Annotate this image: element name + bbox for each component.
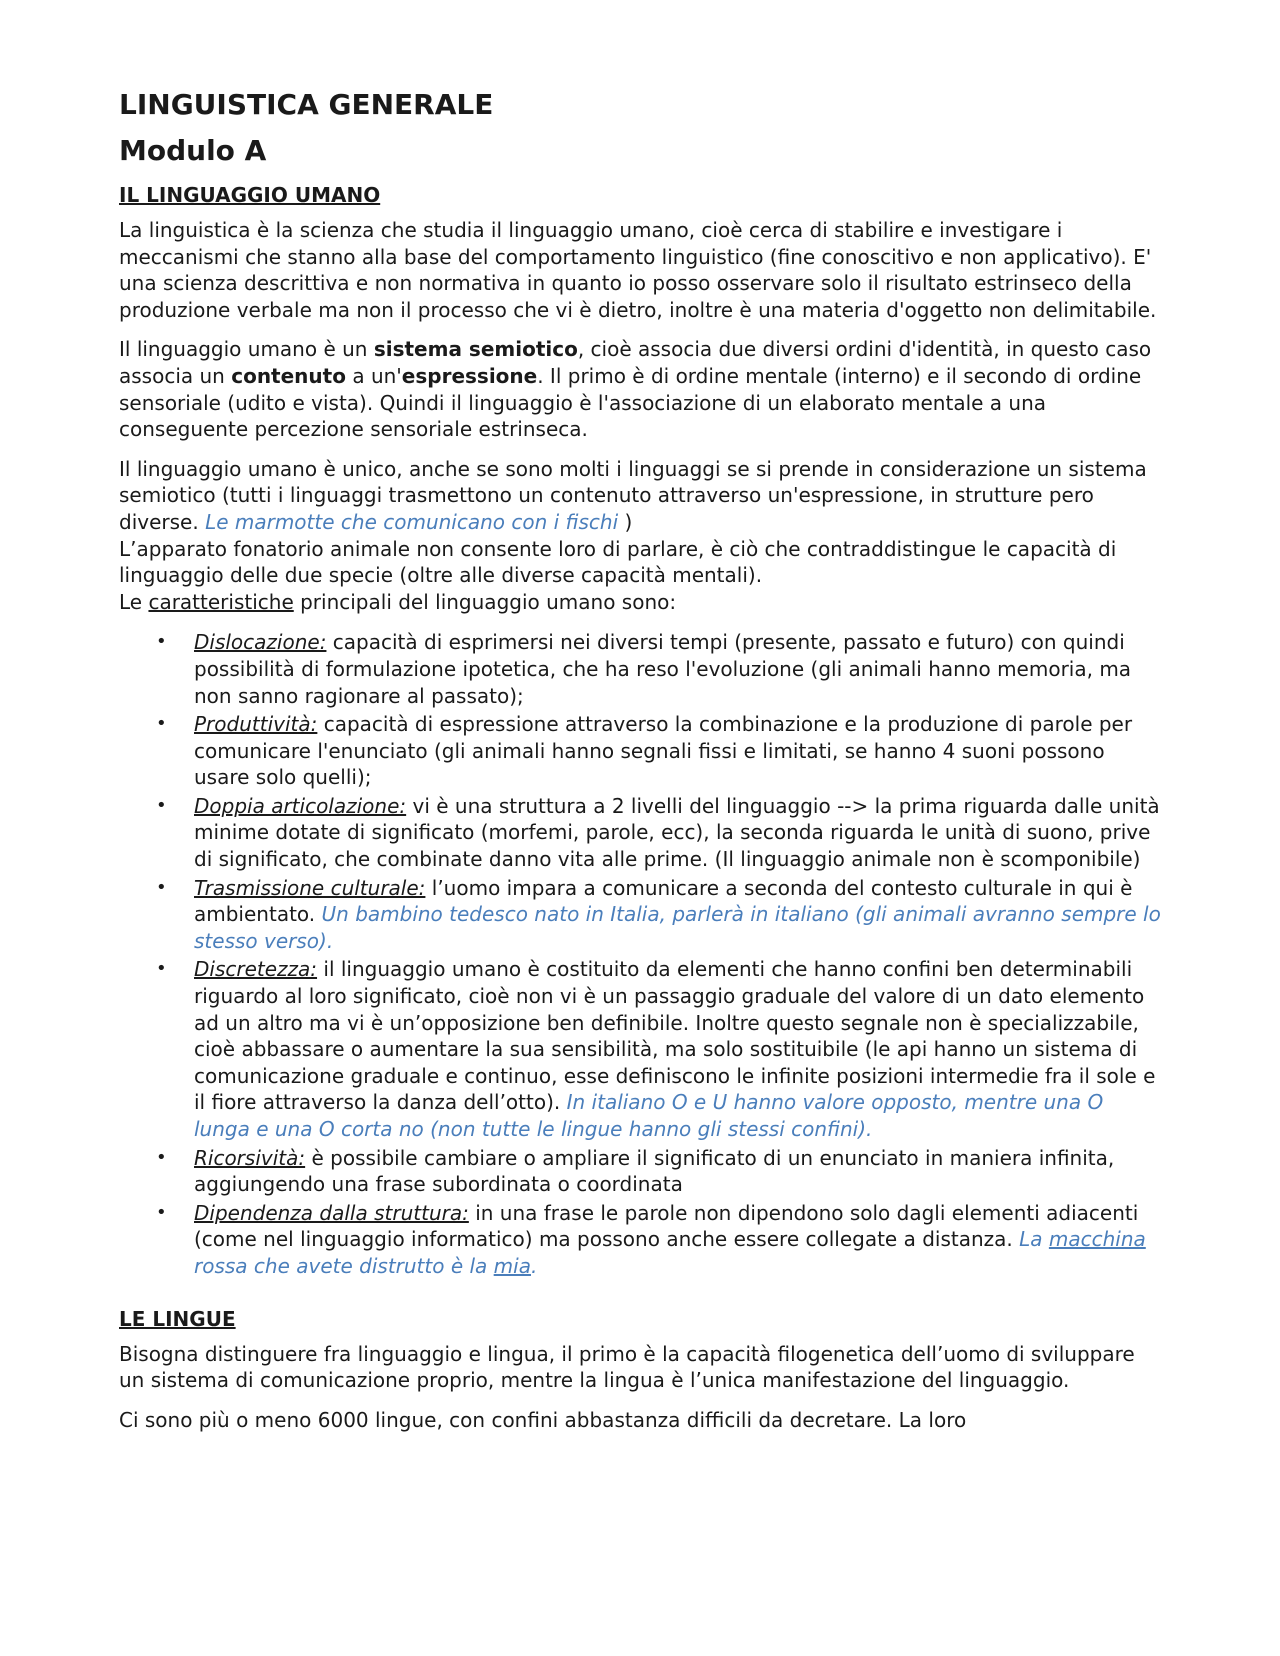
bullet-icon: • [156, 794, 167, 816]
text-run: Il linguaggio umano è unico, anche se sono molti i linguaggi se si prende in considerazione un sistema semiotico (tutti i linguaggi trasmettono un contenuto attraverso un'espressione, in strutture pero diverse. [119, 456, 1147, 534]
text-run: principali del linguaggio umano sono: [293, 589, 677, 614]
paragraph-number-of-languages: Ci sono più o meno 6000 lingue, con confini abbastanza difficili da decretare. La loro [119, 1407, 967, 1432]
paragraph-characteristics-intro [119, 589, 1162, 616]
list-item-term: Produttività: [194, 712, 318, 737]
paragraph-unique-language [119, 456, 1162, 536]
list-item [156, 1145, 1162, 1198]
example-text: Le marmotte che comunicano con i fischi [205, 509, 625, 534]
list-item [156, 711, 1162, 791]
list-item-term: Ricorsività: [194, 1145, 306, 1170]
bullet-icon: • [156, 1146, 167, 1168]
paragraph-language-vs-tongue: Bisogna distinguere fra linguaggio e lingua, il primo è la capacità filogenetica dell’uomo di sviluppare un sistema di comunicazione proprio, mentre la lingua è l’unica manifestazione del linguaggio. [119, 1341, 1135, 1393]
list-item [156, 875, 1162, 955]
list-item [156, 793, 1162, 873]
text-run: a un' [345, 363, 402, 388]
underlined-word: caratteristiche [148, 589, 294, 614]
text-run: . Il primo è di ordine mentale (interno) e il secondo di ordine sensoriale (udito e vista). Quindi il linguaggio è l'associazione di un elaborato mentale a una conseguente percezione sensoriale estrinseca. [119, 363, 1142, 442]
bullet-icon: • [156, 713, 167, 735]
example-text: In italiano O e U hanno valore opposto, mentre una O lunga e una O corta no (non tutte le lingue hanno gli stessi confini). [194, 1090, 1104, 1141]
list-item [156, 629, 1162, 709]
example-run: rossa che avete distrutto è la [194, 1253, 494, 1278]
text-run: , cioè associa due diversi ordini d'identità, in questo caso associa un [119, 337, 1152, 388]
text-run: Le [119, 589, 149, 614]
list-item-text: capacità di espressione attraverso la combinazione e la produzione di parole per comunicare l'enunciato (gli animali hanno segnali fissi e limitati, se hanno 4 suoni possono usare solo quelli); [194, 712, 1133, 790]
paragraph-phonatory-apparatus: L’apparato fonatorio animale non consente loro di parlare, è ciò che contraddistingue le capacità di linguaggio delle due specie (oltre alle diverse capacità mentali). [119, 536, 1117, 588]
example-run: . [530, 1253, 538, 1278]
list-item-text: capacità di esprimersi nei diversi tempi (presente, passato e futuro) con quindi possibilità di formulazione ipotetica, che ha reso l'evoluzione (gli animali hanno memoria, ma non sanno ragionare al passato); [194, 630, 1132, 708]
paragraph-semiotic-system [119, 336, 1162, 442]
list-item-text: vi è una struttura a 2 livelli del linguaggio --> la prima riguarda dalle unità minime dotate di significato (morfemi, parole, ecc), la seconda riguarda le unità di suono, prive di significato, che combinate danno vita alle prime. (Il linguaggio animale non è scomponibile) [194, 793, 1160, 872]
underlined-example-word: mia [493, 1253, 531, 1278]
paragraph-intro: La linguistica è la scienza che studia il linguaggio umano, cioè cerca di stabilire e investigare i meccanismi che stanno alla base del comportamento linguistico (fine conoscitivo e non applicativo). E' una scienza descrittiva e non normativa in quanto io posso osservare solo il risultato estrinseco della produzione verbale ma non il processo che vi è dietro, inoltre è una materia d'oggetto non delimitabile. [119, 218, 1157, 322]
section-heading-le-lingue: LE LINGUE [119, 1306, 236, 1331]
list-item-term: Dislocazione: [194, 630, 327, 655]
list-item-term: Dipendenza dalla struttura: [194, 1200, 469, 1225]
document-title: LINGUISTICA GENERALE [119, 88, 494, 121]
characteristics-list [119, 629, 1162, 1279]
bold-term-contenuto: contenuto [231, 363, 346, 388]
underlined-example-word: macchina [1048, 1227, 1146, 1252]
bullet-icon: • [156, 876, 167, 898]
list-item-text: è possibile cambiare o ampliare il significato di un enunciato in maniera infinita, aggiungendo una frase subordinata o coordinata [194, 1145, 1115, 1197]
text-run: ) [624, 509, 633, 534]
list-item-text: in una frase le parole non dipendono solo dagli elementi adiacenti (come nel linguaggio informatico) ma possono anche essere collegate a distanza. [194, 1200, 1139, 1252]
list-item-term: Doppia articolazione: [194, 793, 407, 818]
section-heading-linguaggio-umano: IL LINGUAGGIO UMANO [119, 183, 381, 207]
list-item [156, 956, 1162, 1142]
example-text: Un bambino tedesco nato in Italia, parlerà in italiano (gli animali avranno sempre lo stesso verso). [194, 902, 1161, 953]
bullet-icon: • [156, 958, 167, 980]
bullet-icon: • [156, 1201, 167, 1223]
bold-term-sistema-semiotico: sistema semiotico [373, 337, 578, 362]
list-item-text: il linguaggio umano è costituito da elementi che hanno confini ben determinabili riguardo al loro significato, cioè non vi è un passaggio graduale del valore di un dato elemento ad un altro ma vi è un’opposizione ben definibile. Inoltre questo segnale non è specializzabile, cioè abbassare o aumentare la sua sensibilità, ma solo sostituibile (le api hanno un sistema di comunicazione graduale e continuo, esse definiscono le infinite posizioni intermedie fra il sole e il fiore attraverso la danza dell’otto). [194, 957, 1156, 1115]
text-run: Il linguaggio umano è un [119, 337, 374, 362]
example-run: La [1019, 1227, 1049, 1252]
list-item-text: l’uomo impara a comunicare a seconda del contesto culturale in qui è ambientato. [194, 875, 1133, 927]
list-item-term: Discretezza: [194, 957, 318, 982]
bullet-icon: • [156, 631, 167, 653]
bold-term-espressione: espressione [401, 363, 538, 388]
document-subtitle: Modulo A [119, 134, 267, 167]
list-item [156, 1200, 1162, 1280]
list-item-term: Trasmissione culturale: [194, 875, 426, 900]
